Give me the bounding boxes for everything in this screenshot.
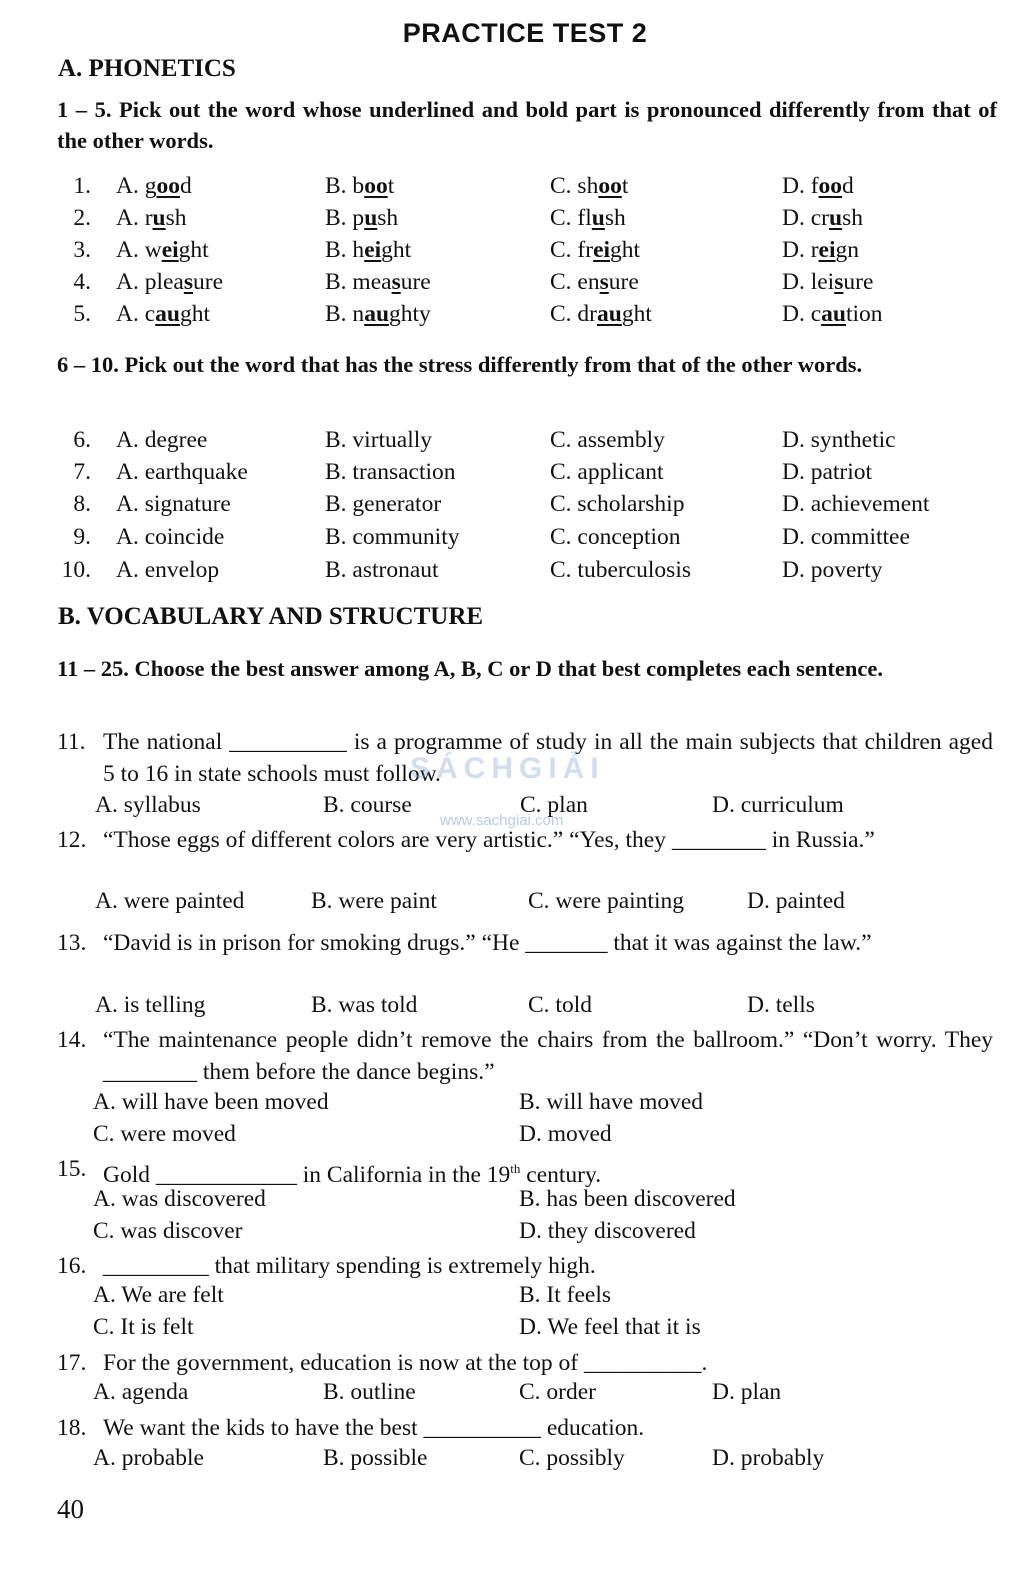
answer-option: A. were painted <box>95 888 245 914</box>
instruction-6-10: 6 – 10. Pick out the word that has the stress differently from that of the other words. <box>57 352 863 377</box>
underlined-sound: ei <box>818 237 836 263</box>
answer-option: A. is telling <box>95 992 206 1018</box>
answer-option: A. agenda <box>93 1379 189 1405</box>
stress-option: C. applicant <box>550 459 664 485</box>
question-text: The national __________ is a programme of study in all the main subjects that children aged 5 to 16 in state schools must follow. <box>103 729 993 787</box>
instruction-11-25: 11 – 25. Choose the best answer among A, B, C or D that best completes each sentence. <box>57 656 883 681</box>
answer-option: D. plan <box>712 1379 782 1405</box>
item-number: 7. <box>73 459 91 485</box>
question-text: _________ that military spending is extremely high. <box>103 1253 596 1279</box>
answer-option: A. will have been moved <box>93 1089 329 1115</box>
answer-option: D. moved <box>519 1121 612 1147</box>
answer-option: D. they discovered <box>519 1218 696 1244</box>
answer-option: B. It feels <box>519 1282 612 1308</box>
question-text: “David is in prison for smoking drugs.” “He _______ that it was against the law.” <box>103 930 872 956</box>
stress-option: D. patriot <box>782 459 873 485</box>
question-text-part: century. <box>520 1161 602 1188</box>
answer-option: A. syllabus <box>95 792 201 818</box>
question-text: We want the kids to have the best __________ education. <box>103 1415 645 1441</box>
phonetics-option: D. reign <box>782 237 860 263</box>
stress-option: A. degree <box>116 427 208 453</box>
phonetics-option: C. draught <box>550 301 652 327</box>
answer-option: B. has been discovered <box>519 1186 736 1212</box>
watermark-logo: SÁCHGIẢI <box>410 752 605 785</box>
answer-option: C. was discover <box>93 1218 243 1244</box>
answer-option: B. outline <box>323 1379 416 1405</box>
answer-option: C. It is felt <box>93 1314 194 1340</box>
underlined-sound: u <box>152 205 166 231</box>
phonetics-option: B. height <box>325 237 412 263</box>
answer-option: B. was told <box>311 992 418 1018</box>
item-number: 1. <box>73 173 91 199</box>
question-text: For the government, education is now at the top of __________. <box>103 1350 708 1376</box>
phonetics-option: C. freight <box>550 237 641 263</box>
stress-option: D. achievement <box>782 491 930 517</box>
stress-option: A. signature <box>116 491 231 517</box>
page-number: 40 <box>57 1494 84 1524</box>
stress-option: B. community <box>325 524 460 550</box>
phonetics-option: A. pleasure <box>116 269 224 295</box>
section-b-heading: B. VOCABULARY AND STRUCTURE <box>58 603 484 630</box>
phonetics-option: D. crush <box>782 205 863 231</box>
underlined-sound: au <box>821 301 846 327</box>
question-number: 14. <box>57 1027 87 1053</box>
answer-option: D. curriculum <box>712 792 844 818</box>
phonetics-option: A. rush <box>116 205 187 231</box>
answer-option: D. We feel that it is <box>519 1314 701 1340</box>
question-text: “Those eggs of different colors are very artistic.” “Yes, they ________ in Russia.” <box>103 827 875 853</box>
instruction-1-5: 1 – 5. Pick out the word whose underlined and bold part is pronounced differently from that of the other words. <box>57 97 997 153</box>
stress-option: A. earthquake <box>116 459 248 485</box>
phonetics-option: D. caution <box>782 301 883 327</box>
answer-option: B. course <box>323 792 412 818</box>
underlined-sound: u <box>591 205 605 231</box>
stress-option: D. poverty <box>782 557 883 583</box>
item-number: 3. <box>73 237 91 263</box>
answer-option: B. were paint <box>311 888 437 914</box>
question-number: 12. <box>57 827 87 853</box>
answer-option: D. painted <box>747 888 845 914</box>
answer-option: D. probably <box>712 1445 825 1471</box>
answer-option: C. plan <box>520 792 588 818</box>
underlined-sound: au <box>364 301 390 327</box>
stress-option: C. scholarship <box>550 491 685 517</box>
phonetics-option: B. measure <box>325 269 431 295</box>
answer-option: D. tells <box>747 992 815 1018</box>
answer-option: C. possibly <box>519 1445 625 1471</box>
question-number: 18. <box>57 1415 87 1441</box>
stress-option: B. virtually <box>325 427 433 453</box>
item-number: 4. <box>73 269 91 295</box>
underlined-sound: s <box>834 269 844 295</box>
phonetics-option: C. flush <box>550 205 626 231</box>
item-number: 5. <box>73 301 91 327</box>
answer-option: C. order <box>519 1379 597 1405</box>
underlined-sound: u <box>828 205 843 231</box>
item-number: 9. <box>73 524 91 550</box>
underlined-sound: oo <box>818 173 843 199</box>
section-a-heading: A. PHONETICS <box>58 55 236 82</box>
phonetics-option: A. caught <box>116 301 211 327</box>
item-number: 6. <box>73 427 91 453</box>
page-title: PRACTICE TEST 2 <box>402 18 648 48</box>
question-number: 11. <box>57 729 86 755</box>
underlined-sound: oo <box>598 173 622 199</box>
underlined-sound: s <box>391 269 401 295</box>
answer-option: A. probable <box>93 1445 204 1471</box>
answer-option: C. were moved <box>93 1121 236 1147</box>
stress-option: C. tuberculosis <box>550 557 691 583</box>
stress-option: C. assembly <box>550 427 665 453</box>
watermark-url: www.sachgiai.com <box>440 812 564 829</box>
underlined-sound: oo <box>364 173 388 199</box>
question-number: 16. <box>57 1253 87 1279</box>
underlined-sound: ei <box>161 237 179 263</box>
superscript: th <box>510 1161 521 1176</box>
underlined-sound: au <box>597 301 622 327</box>
answer-option: C. told <box>528 992 592 1018</box>
underlined-sound: s <box>599 269 609 295</box>
phonetics-option: A. good <box>116 173 192 199</box>
stress-option: C. conception <box>550 524 681 550</box>
item-number: 8. <box>73 491 91 517</box>
phonetics-option: A. weight <box>116 237 209 263</box>
item-number: 10. <box>61 557 91 583</box>
question-number: 17. <box>57 1350 87 1376</box>
underlined-sound: au <box>155 301 180 327</box>
stress-option: B. transaction <box>325 459 456 485</box>
underlined-sound: u <box>364 205 378 231</box>
phonetics-option: D. food <box>782 173 854 199</box>
stress-option: A. coincide <box>116 524 225 550</box>
underlined-sound: ei <box>593 237 611 263</box>
question-text-part: Gold ____________ in California in the 19 <box>103 1161 511 1188</box>
answer-option: C. were painting <box>528 888 684 914</box>
phonetics-option: C. shoot <box>550 173 629 199</box>
answer-option: B. will have moved <box>519 1089 704 1115</box>
stress-option: A. envelop <box>116 557 220 583</box>
question-number: 15. <box>57 1156 87 1182</box>
stress-option: B. astronaut <box>325 557 439 583</box>
underlined-sound: s <box>183 269 194 295</box>
stress-option: D. synthetic <box>782 427 896 453</box>
stress-option: D. committee <box>782 524 910 550</box>
answer-option: A. We are felt <box>93 1282 224 1308</box>
phonetics-option: C. ensure <box>550 269 639 295</box>
answer-option: B. possible <box>323 1445 428 1471</box>
answer-option: A. was discovered <box>93 1186 266 1212</box>
question-text: “The maintenance people didn’t remove the chairs from the ballroom.” “Don’t worry. They ________ them before the dance begins.” <box>103 1027 993 1085</box>
item-number: 2. <box>73 205 91 231</box>
phonetics-option: B. push <box>325 205 399 231</box>
question-number: 13. <box>57 930 87 956</box>
underlined-sound: ei <box>364 237 382 263</box>
stress-option: B. generator <box>325 491 442 517</box>
underlined-sound: oo <box>156 173 180 199</box>
phonetics-option: B. boot <box>325 173 395 199</box>
phonetics-option: B. naughty <box>325 301 431 327</box>
phonetics-option: D. leisure <box>782 269 874 295</box>
